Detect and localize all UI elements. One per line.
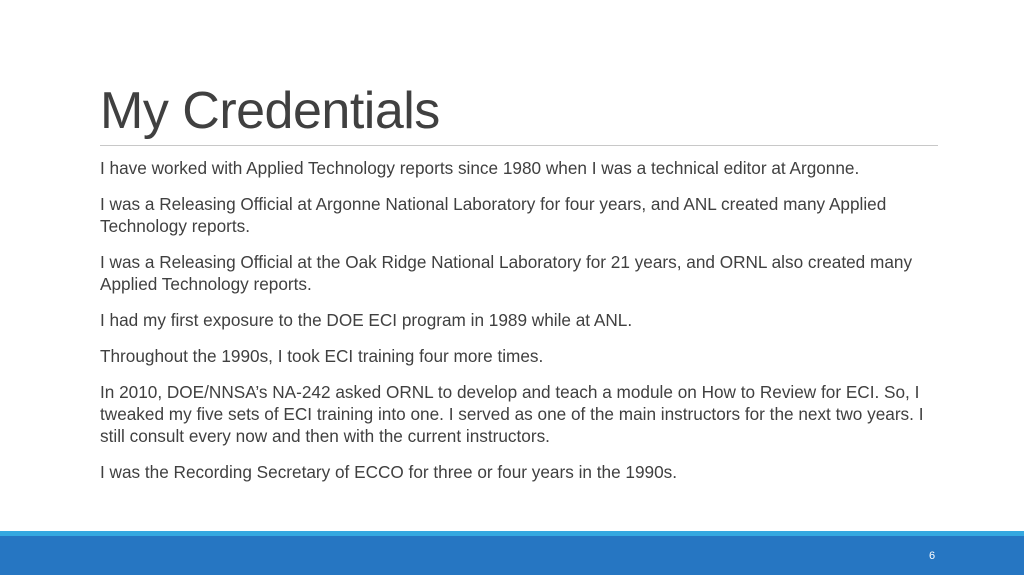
slide-body (100, 157, 940, 497)
paragraph: I was the Recording Secretary of ECCO for three or four years in the 1990s. (100, 462, 678, 482)
paragraph: I had my first exposure to the DOE ECI program in 1989 while at ANL. (100, 310, 633, 330)
paragraph: Throughout the 1990s, I took ECI training four more times. (100, 346, 544, 366)
paragraph: In 2010, DOE/NNSA’s NA-242 asked ORNL to develop and teach a module on How to Review for ECI. So, I tweaked my five sets of ECI training into one. I served as one of the main instructors for the next two years. I still consult every now and then with the current instructors. (100, 382, 924, 446)
title-divider (100, 145, 938, 146)
paragraph: I have worked with Applied Technology reports since 1980 when I was a technical editor at Argonne. (100, 158, 860, 178)
paragraph: I was a Releasing Official at the Oak Ridge National Laboratory for 21 years, and ORNL also created many Applied Technology reports. (100, 252, 913, 294)
paragraph: I was a Releasing Official at Argonne National Laboratory for four years, and ANL created many Applied Technology reports. (100, 194, 887, 236)
page-number: 6 (928, 550, 936, 562)
footer-band (0, 536, 1024, 575)
slide-title: My Credentials (100, 82, 440, 140)
